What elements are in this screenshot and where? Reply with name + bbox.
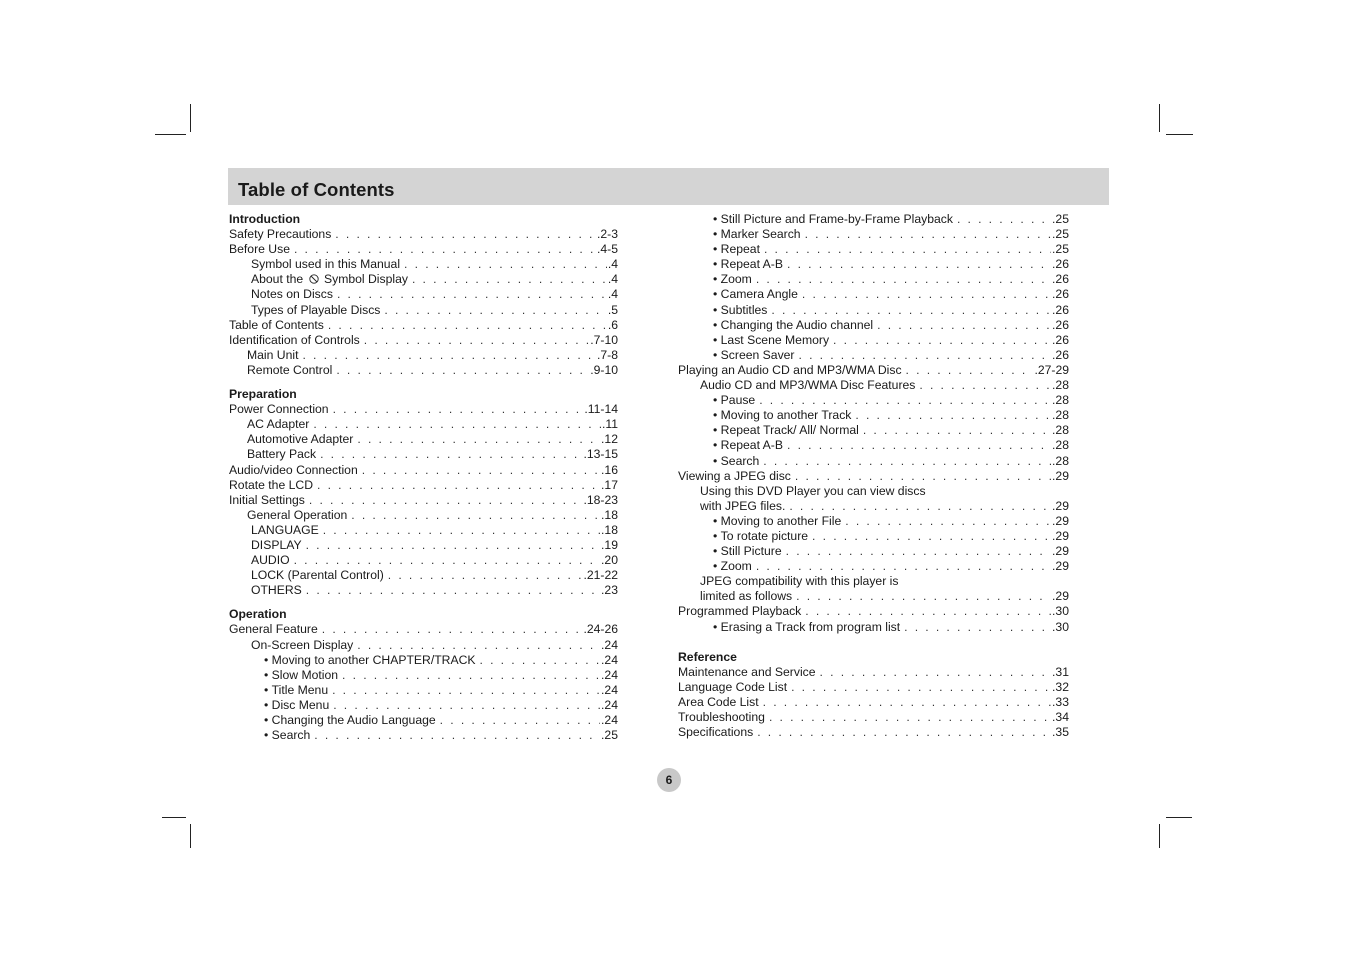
leader-dots: [764, 242, 1051, 257]
toc-entry[interactable]: Identification of Controls . . . .7-10: [229, 333, 618, 348]
leader-dots: [351, 508, 600, 523]
leader-dots: [787, 438, 1051, 453]
toc-entry[interactable]: About the Symbol Display . . . .4: [229, 272, 618, 287]
crop-mark: [1166, 817, 1192, 818]
leader-dots: [336, 363, 589, 378]
leader-dots: [384, 303, 606, 318]
toc-entry[interactable]: • Disc Menu . . . .24: [229, 698, 618, 713]
leader-dots: [795, 469, 1051, 484]
leader-dots: [786, 544, 1051, 559]
toc-entry[interactable]: • To rotate picture . . . .29: [678, 529, 1069, 544]
toc-entry[interactable]: • Moving to another Track . . . .28: [678, 408, 1069, 423]
leader-dots: [342, 668, 600, 683]
toc-entry[interactable]: • Repeat A-B . . . .26: [678, 257, 1069, 272]
leader-dots: [756, 559, 1051, 574]
toc-entry[interactable]: • Pause . . . .28: [678, 393, 1069, 408]
toc-entry[interactable]: • Title Menu . . . .24: [229, 683, 618, 698]
crop-mark: [1159, 824, 1160, 848]
toc-entry-line1: JPEG compatibility with this player is: [700, 574, 899, 589]
leader-dots: [904, 620, 1051, 635]
toc-left-column: [229, 212, 618, 743]
leader-dots: [294, 553, 600, 568]
toc-entry[interactable]: • Moving to another File . . . .29: [678, 514, 1069, 529]
leader-dots: [323, 523, 600, 538]
toc-entry[interactable]: • Repeat Track/ All/ Normal . . . .28: [678, 423, 1069, 438]
toc-entry[interactable]: • Moving to another CHAPTER/TRACK . . . .24: [229, 653, 618, 668]
no-entry-icon: [309, 274, 319, 284]
toc-entry[interactable]: Rotate the LCD . . . .17: [229, 478, 618, 493]
toc-entry[interactable]: Table of Contents . . . .6: [229, 318, 618, 333]
leader-dots: [317, 478, 600, 493]
toc-entry[interactable]: • Changing the Audio channel . . . .26: [678, 318, 1069, 333]
crop-mark: [1166, 134, 1193, 135]
toc-entry[interactable]: • Search . . . .25: [229, 728, 618, 743]
leader-dots: [769, 710, 1051, 725]
leader-dots: [480, 653, 601, 668]
toc-entry[interactable]: General Operation . . . .18: [229, 508, 618, 523]
toc-entry[interactable]: Power Connection . . . .11-14: [229, 402, 618, 417]
toc-entry[interactable]: General Feature . . . .24-26: [229, 622, 618, 637]
toc-entry[interactable]: • Still Picture . . . .29: [678, 544, 1069, 559]
toc-entry[interactable]: Main Unit . . . .7-8: [229, 348, 618, 363]
leader-dots: [805, 227, 1051, 242]
leader-dots: [805, 604, 1051, 619]
toc-entry[interactable]: LANGUAGE . . . .18: [229, 523, 618, 538]
leader-dots: [362, 463, 600, 478]
toc-entry[interactable]: Remote Control . . . .9-10: [229, 363, 618, 378]
toc-entry[interactable]: • Erasing a Track from program list . . . .30: [678, 620, 1069, 635]
leader-dots: [791, 680, 1051, 695]
leader-dots: [757, 725, 1051, 740]
leader-dots: [337, 287, 607, 302]
toc-entry[interactable]: • Changing the Audio Language . . . .24: [229, 713, 618, 728]
section-heading-operation: Operation: [229, 607, 287, 622]
leader-dots: [294, 242, 596, 257]
toc-entry[interactable]: Audio/video Connection . . . .16: [229, 463, 618, 478]
leader-dots: [412, 272, 607, 287]
title-bar: [228, 168, 1109, 205]
leader-dots: [763, 695, 1051, 710]
leader-dots: [855, 408, 1051, 423]
toc-entry[interactable]: Types of Playable Discs . . . .5: [229, 303, 618, 318]
toc-entry[interactable]: • Last Scene Memory . . . .26: [678, 333, 1069, 348]
toc-entry[interactable]: Battery Pack . . . .13-15: [229, 447, 618, 462]
toc-entry[interactable]: AUDIO . . . .20: [229, 553, 618, 568]
leader-dots: [333, 698, 600, 713]
leader-dots: [812, 529, 1051, 544]
leader-dots: [322, 622, 583, 637]
leader-dots: [388, 568, 583, 583]
toc-entry[interactable]: • Slow Motion . . . .24: [229, 668, 618, 683]
toc-entry[interactable]: LOCK (Parental Control) . . . .21-22: [229, 568, 618, 583]
toc-entry[interactable]: • Repeat . . . .25: [678, 242, 1069, 257]
leader-dots: [302, 348, 596, 363]
leader-dots: [919, 378, 1051, 393]
leader-dots: [357, 432, 600, 447]
leader-dots: [404, 257, 607, 272]
leader-dots: [309, 493, 583, 508]
leader-dots: [863, 423, 1051, 438]
leader-dots: [906, 363, 1034, 378]
leader-dots: [833, 333, 1051, 348]
toc-entry[interactable]: Programmed Playback . . . .30: [678, 604, 1069, 619]
leader-dots: [332, 683, 600, 698]
leader-dots: [771, 303, 1051, 318]
section-heading-introduction: Introduction: [229, 212, 301, 226]
toc-entry[interactable]: Safety Precautions . . . .2-3: [229, 227, 618, 242]
leader-dots: [306, 583, 600, 598]
toc-entry[interactable]: Area Code List . . . .33: [678, 695, 1069, 710]
leader-dots: [845, 514, 1051, 529]
toc-entry[interactable]: DISPLAY . . . .19: [229, 538, 618, 553]
toc-entry[interactable]: • Search . . . .28: [678, 454, 1069, 469]
leader-dots: [796, 589, 1051, 604]
leader-dots: [364, 333, 589, 348]
toc-entry[interactable]: limited as follows . . . .29: [678, 589, 1069, 604]
toc-entry[interactable]: • Still Picture and Frame-by-Frame Playback . . . .25: [678, 212, 1069, 227]
page-number-badge: 6: [657, 768, 681, 792]
crop-mark: [155, 134, 186, 135]
crop-mark: [1159, 104, 1160, 132]
leader-dots: [314, 728, 600, 743]
section-heading-reference: Reference: [678, 649, 737, 664]
toc-entry[interactable]: Playing an Audio CD and MP3/WMA Disc . . . .27-29: [678, 363, 1069, 378]
crop-mark: [162, 817, 186, 818]
toc-entry[interactable]: Maintenance and Service . . . .31: [678, 665, 1069, 680]
toc-entry[interactable]: • Zoom . . . .26: [678, 272, 1069, 287]
leader-dots: [306, 538, 600, 553]
crop-mark: [190, 104, 191, 132]
toc-entry[interactable]: Initial Settings . . . .18-23: [229, 493, 618, 508]
toc-entry-line1: Using this DVD Player you can view discs: [700, 483, 926, 498]
leader-dots: [759, 393, 1051, 408]
toc-entry[interactable]: Notes on Discs . . . .4: [229, 287, 618, 302]
leader-dots: [789, 499, 1051, 514]
crop-mark: [190, 824, 191, 848]
toc-entry[interactable]: Audio CD and MP3/WMA Disc Features . . . .28: [678, 378, 1069, 393]
leader-dots: [333, 402, 584, 417]
leader-dots: [787, 257, 1051, 272]
toc-entry[interactable]: • Zoom . . . .29: [678, 559, 1069, 574]
leader-dots: [877, 318, 1051, 333]
leader-dots: [799, 348, 1052, 363]
toc-entry[interactable]: • Camera Angle . . . .26: [678, 287, 1069, 302]
leader-dots: [357, 638, 600, 653]
section-heading-preparation: Preparation: [229, 387, 297, 402]
toc-entry[interactable]: Troubleshooting . . . .34: [678, 710, 1069, 725]
toc-entry[interactable]: • Repeat A-B . . . .28: [678, 438, 1069, 453]
toc-entry[interactable]: OTHERS . . . .23: [229, 583, 618, 598]
toc-entry[interactable]: Automotive Adapter . . . .12: [229, 432, 618, 447]
leader-dots: [802, 287, 1051, 302]
leader-dots: [313, 417, 601, 432]
toc-right-column: [678, 212, 1069, 740]
leader-dots: [328, 318, 607, 333]
toc-entry[interactable]: with JPEG files. . . . .29: [678, 499, 1069, 514]
leader-dots: [756, 272, 1051, 287]
leader-dots: [820, 665, 1052, 680]
toc-entry[interactable]: • Subtitles . . . .26: [678, 303, 1069, 318]
toc-entry[interactable]: Language Code List . . . .32: [678, 680, 1069, 695]
toc-entry[interactable]: Viewing a JPEG disc . . . .29: [678, 469, 1069, 484]
toc-entry[interactable]: On-Screen Display . . . .24: [229, 638, 618, 653]
leader-dots: [440, 713, 600, 728]
leader-dots: [763, 454, 1051, 469]
toc-entry[interactable]: Specifications . . . .35: [678, 725, 1069, 740]
leader-dots: [335, 227, 596, 242]
leader-dots: [957, 212, 1051, 227]
toc-entry[interactable]: Before Use . . . .4-5: [229, 242, 618, 257]
toc-entry[interactable]: AC Adapter . . . .11: [229, 417, 618, 432]
toc-entry[interactable]: • Marker Search . . . .25: [678, 227, 1069, 242]
page-title: Table of Contents: [238, 179, 395, 200]
toc-entry[interactable]: Symbol used in this Manual . . . .4: [229, 257, 618, 272]
leader-dots: [320, 447, 582, 462]
toc-entry[interactable]: • Screen Saver . . . .26: [678, 348, 1069, 363]
